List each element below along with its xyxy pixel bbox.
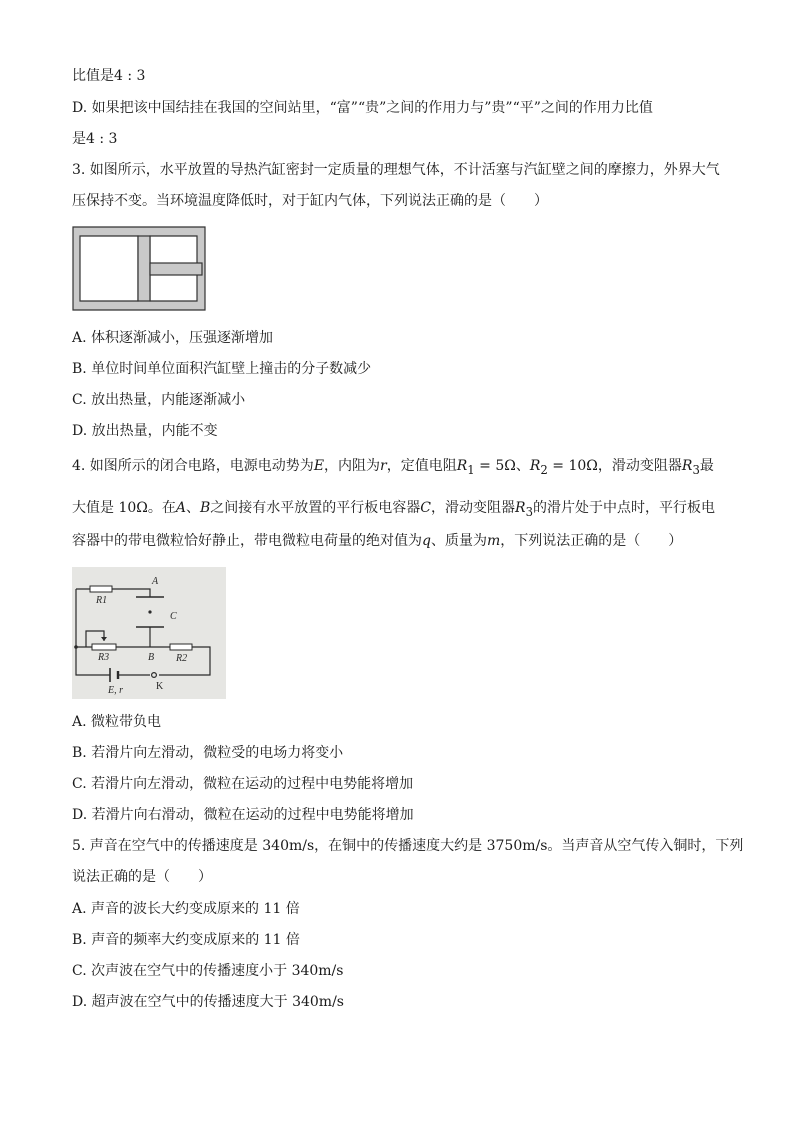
q4-option-d: D. 若滑片向右滑动，微粒在运动的过程中电势能将增加: [72, 807, 414, 823]
q4-option-a: A. 微粒带负电: [72, 714, 162, 730]
resistor-r1: [90, 586, 112, 592]
piston-rod: [150, 263, 202, 275]
piston: [138, 236, 150, 301]
q4-stem-line2: 大值是 10Ω。在A、B之间接有水平放置的平行板电容器C，滑动变阻器$R_3$的滑片处于中点时，平行板电: [72, 500, 715, 519]
label-b: B: [148, 652, 155, 663]
resistor-r2: [170, 644, 192, 650]
q4-stem-line1: 4. 如图所示的闭合电路，电源电动势为E，内阻为r，定值电阻$R_1 = 5\Omega$、$R_2 = 10\Omega$，滑动变阻器$R_3$最: [72, 458, 714, 477]
q2-ratio-line: 比值是4 : 3: [72, 68, 146, 84]
label-c: C: [170, 611, 177, 622]
q5-option-a: A. 声音的波长大约变成原来的 11 倍: [72, 901, 300, 917]
slider-arrow: [101, 637, 107, 641]
label-er: E, r: [108, 685, 123, 696]
q2-option-d-line1: D. 如果把该中国结挂在我国的空间站里，“富”“贵”之间的作用力与”贵”“平”之间的作用力比值: [72, 100, 653, 116]
q4-stem-line3: 容器中的带电微粒恰好静止，带电微粒电荷量的绝对值为q、质量为m，下列说法正确的是（ ）: [72, 533, 683, 549]
q5-option-b: B. 声音的频率大约变成原来的 11 倍: [72, 932, 300, 948]
junction-dot: [74, 645, 78, 649]
r3-symbol: R: [681, 458, 693, 474]
q3-option-d: D. 放出热量，内能不变: [72, 423, 218, 439]
q4-option-c: C. 若滑片向左滑动，微粒在运动的过程中电势能将增加: [72, 776, 414, 792]
label-a: A: [152, 576, 159, 587]
internal-resistance-symbol: r: [380, 458, 387, 474]
label-r2: R2: [176, 653, 188, 664]
q3-stem-line2: 压保持不变。当环境温度降低时，对于缸内气体，下列说法正确的是（ ）: [72, 193, 548, 209]
label-k: K: [156, 681, 164, 692]
q5-stem-line2: 说法正确的是（ ）: [72, 869, 212, 885]
q5-option-c: C. 次声波在空气中的传播速度小于 340m/s: [72, 963, 344, 979]
q2-option-d-line2: 是4 : 3: [72, 131, 118, 147]
emf-symbol: E: [313, 458, 325, 474]
q5-stem-line1: 5. 声音在空气中的传播速度是 340m/s，在铜中的传播速度大约是 3750m/s。当声音从空气传入铜时，下列: [72, 838, 744, 854]
circuit-figure: [72, 567, 226, 699]
r2-symbol: R: [529, 458, 541, 474]
r1-symbol: R: [456, 458, 468, 474]
q3-stem-line1: 3. 如图所示，水平放置的导热汽缸密封一定质量的理想气体，不计活塞与汽缸壁之间的摩擦力，外界大气: [72, 162, 720, 178]
q3-option-a: A. 体积逐渐减小，压强逐渐增加: [72, 330, 274, 346]
cylinder-figure: [72, 226, 208, 312]
q5-option-d: D. 超声波在空气中的传播速度大于 340m/s: [72, 994, 344, 1010]
charged-particle: [148, 610, 151, 613]
label-r1: R1: [96, 595, 108, 606]
q3-option-c: C. 放出热量，内能逐渐减小: [72, 392, 246, 408]
q4-option-b: B. 若滑片向左滑动，微粒受的电场力将变小: [72, 745, 344, 761]
resistor-r3: [92, 644, 116, 650]
label-r3: R3: [98, 652, 110, 663]
switch-contact: [152, 673, 157, 678]
q3-option-b: B. 单位时间单位面积汽缸壁上撞击的分子数减少: [72, 361, 372, 377]
